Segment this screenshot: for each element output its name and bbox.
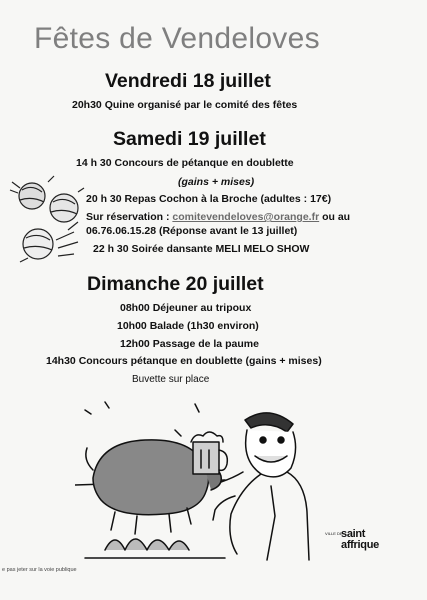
spit-roast-illustration (75, 400, 310, 565)
buvette-note: Buvette sur place (132, 374, 210, 385)
reservation-email-link[interactable]: comitevendeloves@orange.fr (172, 211, 320, 223)
sunday-line-dejeuner: 08h00 Déjeuner au tripoux (120, 302, 252, 314)
friday-heading: Vendredi 18 juillet (105, 70, 271, 92)
saturday-heading: Samedi 19 juillet (113, 128, 266, 150)
saturday-line-petanque: 14 h 30 Concours de pétanque en doublette (76, 157, 294, 169)
saturday-line-soiree: 22 h 30 Soirée dansante MELI MELO SHOW (93, 243, 310, 255)
logo-line-2: affrique (341, 539, 379, 551)
saturday-line-gains: (gains + mises) (178, 176, 255, 188)
poster-title: Fêtes de Vendeloves (34, 22, 320, 55)
saturday-reservation-phone: 06.76.06.15.28 (Réponse avant le 13 juillet) (86, 225, 298, 237)
reservation-suffix: ou au (319, 211, 351, 223)
reservation-prefix: Sur réservation : (86, 211, 173, 223)
saint-affrique-logo (325, 528, 379, 554)
sunday-line-paume: 12h00 Passage de la paume (120, 338, 259, 350)
logo-small-text: VILLE DE (325, 531, 343, 536)
sunday-line-petanque: 14h30 Concours pétanque en doublette (gains + mises) (46, 355, 322, 367)
saturday-reservation (86, 211, 350, 223)
sunday-line-balade: 10h00 Balade (1h30 environ) (117, 320, 259, 332)
footer-notice: e pas jeter sur la voie publique (2, 567, 77, 573)
saturday-line-repas: 20 h 30 Repas Cochon à la Broche (adultes : 17€) (86, 193, 332, 205)
petanque-balls-illustration (8, 170, 90, 272)
logo-line-1: saint (341, 528, 366, 540)
friday-line-quine: 20h30 Quine organisé par le comité des fêtes (72, 99, 298, 111)
sunday-heading: Dimanche 20 juillet (87, 273, 264, 295)
